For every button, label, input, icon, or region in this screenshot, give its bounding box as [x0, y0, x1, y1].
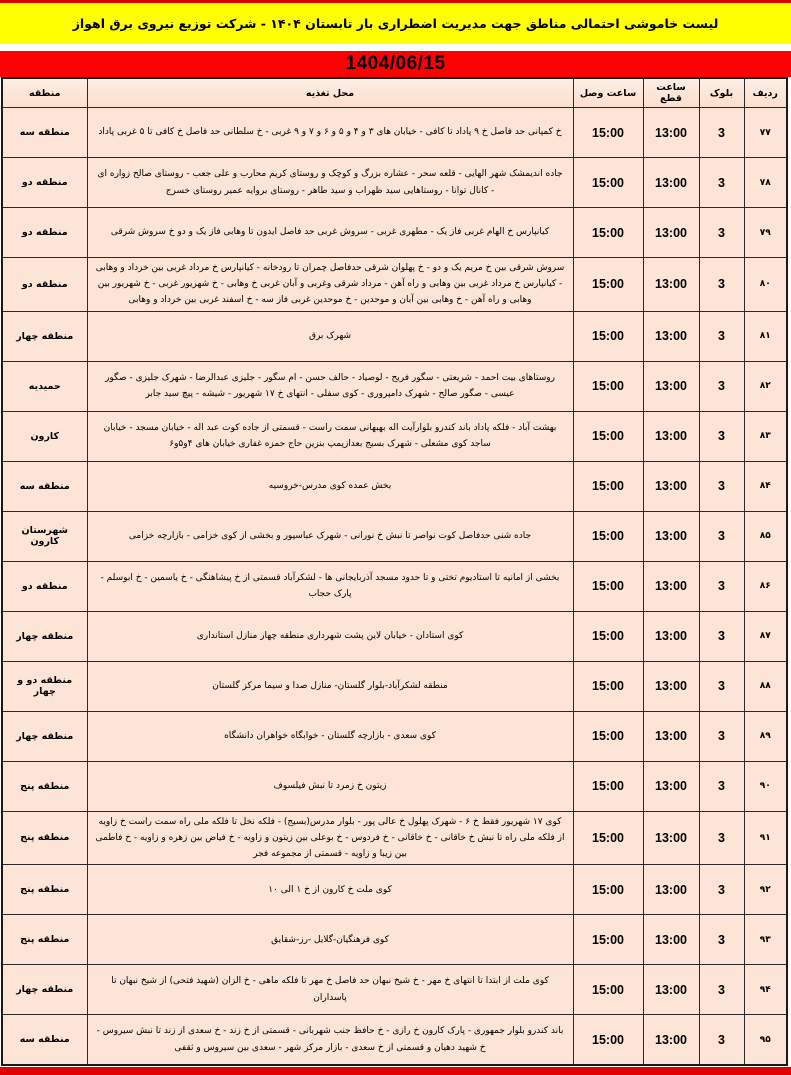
feeder-location-cell: خ کمپانی حد فاصل خ ۹ پاداد تا کافی - خیابان های ۳ و ۴ و ۵ و ۶ و ۷ و ۹ غربی - خ سلطانی حد فاصل خ کافی تا ۵ غربی پاداد: [87, 108, 573, 158]
header-reconnect-time: ساعت وصل: [573, 78, 643, 108]
table-row: [2, 361, 787, 411]
cut-time-cell: 13:00: [643, 661, 699, 711]
region-cell: منطقه چهار: [2, 611, 87, 661]
cut-time-cell: 13:00: [643, 108, 699, 158]
feeder-location-cell: بخش عمده کوی مدرس-خروسیه: [87, 461, 573, 511]
region-cell: منطقه سه: [2, 1015, 87, 1066]
reconnect-time-cell: 15:00: [573, 411, 643, 461]
cut-time-cell: 13:00: [643, 158, 699, 208]
reconnect-time-cell: 15:00: [573, 811, 643, 865]
row-number-cell: ۹۵: [744, 1015, 787, 1066]
block-cell: 3: [699, 965, 744, 1015]
table-row: [2, 461, 787, 511]
table-row: [2, 811, 787, 865]
row-number-cell: ۹۱: [744, 811, 787, 865]
feeder-location-cell: سروش شرقی بین خ مریم یک و دو - خ پهلوان شرقی حدفاصل چمران تا رودخانه - کیانپارس خ مرداد غربی بین خرداد و وهابی - کیانپارس خ مرداد غربی بین وهابی و راه آهن - مرداد شرقی وغربی و آبان غربی خ وهابی - خ شهریور غربی - خ شهریور بین وهابی و راه آهن - خ وهابی بین آبان و موحدین - خ موحدین غربی فاز سه - خ اسفند غربی بین خرداد و وهابی: [87, 258, 573, 312]
block-cell: 3: [699, 1015, 744, 1066]
region-cell: منطقه دو: [2, 561, 87, 611]
table-row: [2, 711, 787, 761]
reconnect-time-cell: 15:00: [573, 108, 643, 158]
cut-time-cell: 13:00: [643, 258, 699, 312]
reconnect-time-cell: 15:00: [573, 258, 643, 312]
cut-time-cell: 13:00: [643, 965, 699, 1015]
region-cell: منطقه پنج: [2, 761, 87, 811]
cut-time-cell: 13:00: [643, 865, 699, 915]
row-number-cell: ۸۳: [744, 411, 787, 461]
region-cell: منطقه پنج: [2, 811, 87, 865]
row-number-cell: ۸۰: [744, 258, 787, 312]
feeder-location-cell: زیتون خ زمرد تا نبش فیلسوف: [87, 761, 573, 811]
cut-time-cell: 13:00: [643, 311, 699, 361]
feeder-location-cell: شهرک برق: [87, 311, 573, 361]
header-feeder-location: محل تغذیه: [87, 78, 573, 108]
block-cell: 3: [699, 108, 744, 158]
reconnect-time-cell: 15:00: [573, 915, 643, 965]
reconnect-time-cell: 15:00: [573, 865, 643, 915]
row-number-cell: ۷۸: [744, 158, 787, 208]
reconnect-time-cell: 15:00: [573, 311, 643, 361]
cut-time-cell: 13:00: [643, 611, 699, 661]
feeder-location-cell: کوی سعدی - بازارچه گلستان - خوابگاه خواهران دانشگاه: [87, 711, 573, 761]
table-row: [2, 158, 787, 208]
reconnect-time-cell: 15:00: [573, 611, 643, 661]
page-title: لیست خاموشی احتمالی مناطق جهت مدیریت اضطراری بار تابستان ۱۴۰۴ - شرکت توزیع نیروی برق اهواز: [72, 16, 719, 31]
row-number-cell: ۸۶: [744, 561, 787, 611]
header-block: بلوک: [699, 78, 744, 108]
table-row: [2, 1015, 787, 1066]
row-number-cell: ۹۰: [744, 761, 787, 811]
cut-time-cell: 13:00: [643, 511, 699, 561]
title-banner: [0, 3, 791, 44]
feeder-location-cell: بهشت آباد - فلکه پاداد باند کندرو بلوارآیت اله بهبهانی سمت راست - قسمتی از جاده کوت عبد اله - خیابان مسجد - خیابان ساجد کوی مشعلی - شهرک بسیج بعدازپمپ بنزین حاج حمزه غفاری خیابان های ۴و۵و۶: [87, 411, 573, 461]
region-cell: منطقه چهار: [2, 711, 87, 761]
feeder-location-cell: کوی ملت از ابتدا تا انتهای خ مهر - خ شیخ نبهان حد فاصل خ مهر تا فلکه ماهی - خ الزان (شهید فتحی) از شیخ نبهان تا پاسداران: [87, 965, 573, 1015]
row-number-cell: ۸۷: [744, 611, 787, 661]
block-cell: 3: [699, 461, 744, 511]
reconnect-time-cell: 15:00: [573, 711, 643, 761]
table-row: [2, 761, 787, 811]
cut-time-cell: 13:00: [643, 361, 699, 411]
table-row: [2, 561, 787, 611]
table-row: [2, 611, 787, 661]
region-cell: منطقه دو: [2, 158, 87, 208]
region-cell: منطقه چهار: [2, 965, 87, 1015]
feeder-location-cell: کوی استادان - خیابان لاین پشت شهرداری منطقه چهار منازل استانداری: [87, 611, 573, 661]
reconnect-time-cell: 15:00: [573, 661, 643, 711]
reconnect-time-cell: 15:00: [573, 208, 643, 258]
cut-time-cell: 13:00: [643, 811, 699, 865]
block-cell: 3: [699, 711, 744, 761]
reconnect-time-cell: 15:00: [573, 761, 643, 811]
table-row: [2, 411, 787, 461]
feeder-location-cell: جاده شنی حدفاصل کوت نواصر تا نبش خ نورانی - شهرک عباسپور و بخشی از کوی خزامی - بازارچه خزامی: [87, 511, 573, 561]
reconnect-time-cell: 15:00: [573, 461, 643, 511]
outage-table: [1, 77, 788, 1066]
reconnect-time-cell: 15:00: [573, 965, 643, 1015]
row-number-cell: ۸۱: [744, 311, 787, 361]
header-row-number: ردیف: [744, 78, 787, 108]
row-number-cell: ۸۸: [744, 661, 787, 711]
table-row: [2, 208, 787, 258]
block-cell: 3: [699, 561, 744, 611]
feeder-location-cell: منطقه لشکرآباد-بلوار گلستان- منازل صدا و سیما مرکز گلستان: [87, 661, 573, 711]
table-row: [2, 965, 787, 1015]
block-cell: 3: [699, 411, 744, 461]
cut-time-cell: 13:00: [643, 461, 699, 511]
region-cell: کارون: [2, 411, 87, 461]
row-number-cell: ۷۹: [744, 208, 787, 258]
table-row: [2, 511, 787, 561]
feeder-location-cell: باند کندرو بلوار جمهوری - پارک کارون خ رازی - خ حافظ جنب شهربانی - قسمتی از خ زند - خ سعدی از زند تا نبش سیروس - خ شهید دهیان و قسمتی از خ سعدی - بازار مرکز شهر - سعدی بین سیروس و ثقفی: [87, 1015, 573, 1066]
region-cell: منطقه دو و چهار: [2, 661, 87, 711]
bottom-red-border: [0, 1067, 791, 1075]
outage-table-body: [2, 108, 787, 1066]
table-row: [2, 258, 787, 312]
region-cell: شهرستان کارون: [2, 511, 87, 561]
block-cell: 3: [699, 865, 744, 915]
block-cell: 3: [699, 915, 744, 965]
cut-time-cell: 13:00: [643, 711, 699, 761]
table-header-row: [2, 78, 787, 108]
region-cell: حمیدیه: [2, 361, 87, 411]
region-cell: منطقه دو: [2, 208, 87, 258]
row-number-cell: ۹۳: [744, 915, 787, 965]
banner-gap: [0, 44, 791, 51]
table-row: [2, 865, 787, 915]
reconnect-time-cell: 15:00: [573, 511, 643, 561]
feeder-location-cell: روستاهای بیت احمد - شریعتی - سگور فریح - لوصیاد - حالف حسن - ام سگور - جلیزی عبدالرضا - شهرک جلیزی - صگور عیسی - صگور صالح - شهرک دامپروری - کوی سفلی - انتهای خ ۱۷ شهریور - شیشه - پیچ سید جابر: [87, 361, 573, 411]
reconnect-time-cell: 15:00: [573, 361, 643, 411]
block-cell: 3: [699, 611, 744, 661]
table-row: [2, 108, 787, 158]
date-banner: [0, 51, 791, 77]
block-cell: 3: [699, 661, 744, 711]
row-number-cell: ۸۹: [744, 711, 787, 761]
table-row: [2, 915, 787, 965]
region-cell: منطقه دو: [2, 258, 87, 312]
row-number-cell: ۹۴: [744, 965, 787, 1015]
cut-time-cell: 13:00: [643, 561, 699, 611]
cut-time-cell: 13:00: [643, 761, 699, 811]
cut-time-cell: 13:00: [643, 1015, 699, 1066]
block-cell: 3: [699, 311, 744, 361]
region-cell: منطقه پنج: [2, 865, 87, 915]
feeder-location-cell: کوی ۱۷ شهریور فقط خ ۶ - شهرک پهلول خ عالی پور - بلوار مدرس(بسیج) - فلکه نخل تا فلکه ملی راه سمت راست خ زاویه از فلکه ملی راه تا نبش خ خاقانی - خ خاقانی - خ فردوس - خ بوعلی بین زیتون و زاویه - خ فیاض بین زهره و زاویه - خ فاطمی بین زیبا و زاویه - قسمتی از مجموعه فجر: [87, 811, 573, 865]
feeder-location-cell: کوی فرهنگیان-گلایل -رز-شقایق: [87, 915, 573, 965]
row-number-cell: ۸۵: [744, 511, 787, 561]
cut-time-cell: 13:00: [643, 411, 699, 461]
header-region: منطقه: [2, 78, 87, 108]
row-number-cell: ۸۲: [744, 361, 787, 411]
region-cell: منطقه سه: [2, 108, 87, 158]
schedule-date: 1404/06/15: [345, 53, 446, 74]
feeder-location-cell: کیانپارس خ الهام غربی فاز یک - مطهری غربی - سروش غربی حد فاصل ایدون تا وهابی فاز یک و دو خ سروش شرقی: [87, 208, 573, 258]
block-cell: 3: [699, 811, 744, 865]
reconnect-time-cell: 15:00: [573, 1015, 643, 1066]
feeder-location-cell: بخشی از امانیه تا استادیوم تختی و تا حدود مسجد آذربایجانی ها - لشکرآباد قسمتی از خ پیشاهنگی - خ یاسمین - خ ابوسلم - پارک حجاب: [87, 561, 573, 611]
block-cell: 3: [699, 208, 744, 258]
region-cell: منطقه سه: [2, 461, 87, 511]
region-cell: منطقه چهار: [2, 311, 87, 361]
cut-time-cell: 13:00: [643, 208, 699, 258]
reconnect-time-cell: 15:00: [573, 561, 643, 611]
block-cell: 3: [699, 258, 744, 312]
row-number-cell: ۹۲: [744, 865, 787, 915]
table-row: [2, 311, 787, 361]
table-row: [2, 661, 787, 711]
block-cell: 3: [699, 158, 744, 208]
header-cut-time: ساعت قطع: [643, 78, 699, 108]
cut-time-cell: 13:00: [643, 915, 699, 965]
feeder-location-cell: کوی ملت خ کارون از خ ۱ الی ۱۰: [87, 865, 573, 915]
block-cell: 3: [699, 761, 744, 811]
reconnect-time-cell: 15:00: [573, 158, 643, 208]
row-number-cell: ۷۷: [744, 108, 787, 158]
block-cell: 3: [699, 511, 744, 561]
region-cell: منطقه پنج: [2, 915, 87, 965]
row-number-cell: ۸۴: [744, 461, 787, 511]
feeder-location-cell: جاده اندیمشک شهر الهایی - قلعه سحر - عشاره بزرگ و کوچک و روستای کریم محارب و علی جعب - روستای صالح زواره ای - کانال توانا - روستاهایی سید ظهراب و سید طاهر - روستای بروایه عمیر روستای خسرج: [87, 158, 573, 208]
block-cell: 3: [699, 361, 744, 411]
